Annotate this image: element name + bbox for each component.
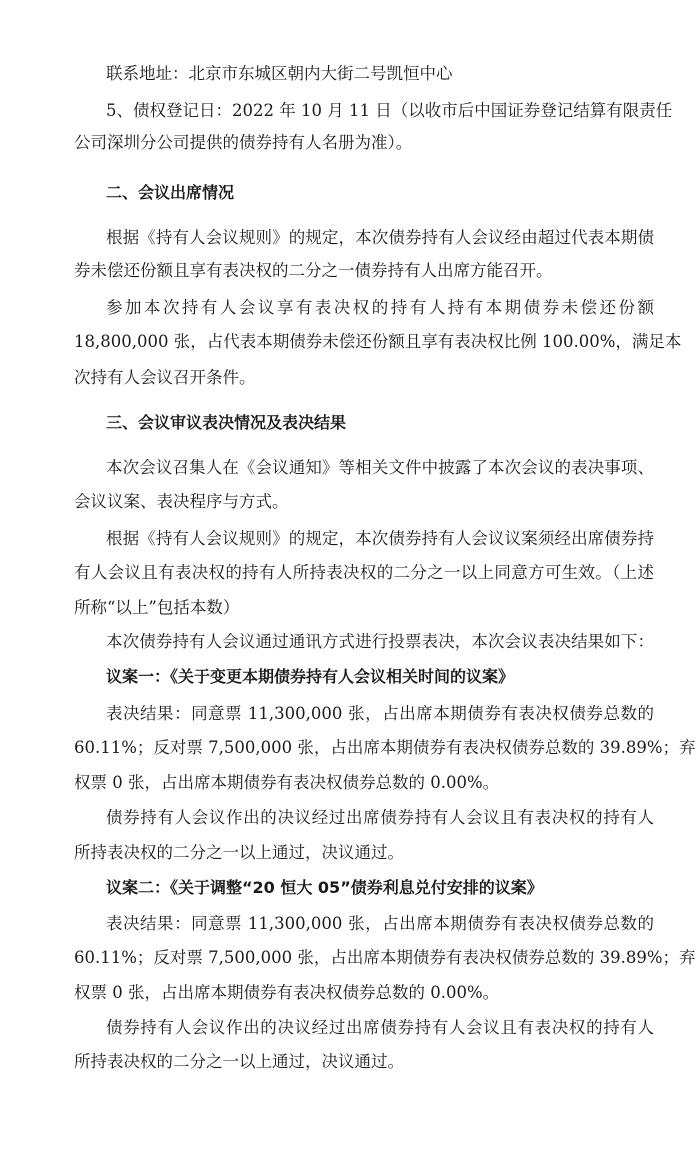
motion-one-result-line: 60.11%；反对票 7,500,000 张，占出席本期债券有表决权债券总数的 39.89%；弃 — [74, 738, 696, 757]
motion-two-resolution-line: 所持表决权的二分之一以上通过，决议通过。 — [74, 1052, 404, 1071]
paragraph-line: 根据《持有人会议规则》的规定，本次债券持有人会议议案须经出席债券持 — [106, 529, 654, 548]
paragraph-line: 参加本次持有人会议享有表决权的持有人持有本期债券未偿还份额 — [106, 298, 654, 317]
motion-one-title: 议案一：《关于变更本期债券持有人会议相关时间的议案》 — [106, 667, 515, 686]
paragraph-line: 有人会议且有表决权的持有人所持表决权的二分之一以上同意方可生效。（上述 — [74, 563, 654, 582]
paragraph-line: 券未偿还份额且享有表决权的二分之一债券持有人出席方能召开。 — [74, 261, 553, 280]
registration-date-line-1: 5、债权登记日：2022 年 10 月 11 日（以收市后中国证券登记结算有限责任 — [106, 101, 673, 120]
motion-two-result-line: 60.11%；反对票 7,500,000 张，占出席本期债券有表决权债券总数的 39.89%；弃 — [74, 948, 696, 967]
paragraph-line: 次持有人会议召开条件。 — [74, 368, 256, 387]
motion-two-result-line: 权票 0 张，占出席本期债券有表决权债券总数的 0.00%。 — [74, 983, 500, 1002]
motion-one-result-line: 表决结果：同意票 11,300,000 张，占出席本期债券有表决权债券总数的 — [106, 704, 654, 723]
paragraph-line: 18,800,000 张，占代表本期债券未偿还份额且享有表决权比例 100.00%，满足本 — [74, 332, 682, 351]
registration-date-line-2: 公司深圳分公司提供的债券持有人名册为准）。 — [74, 133, 413, 152]
motion-two-resolution-line: 债券持有人会议作出的决议经过出席债券持有人会议且有表决权的持有人 — [106, 1018, 654, 1037]
paragraph-line: 所称“以上”包括本数） — [74, 598, 240, 617]
paragraph-line: 本次债券持有人会议通过通讯方式进行投票表决，本次会议表决结果如下： — [106, 632, 654, 651]
motion-two-result-line: 表决结果：同意票 11,300,000 张，占出席本期债券有表决权债券总数的 — [106, 914, 654, 933]
contact-address: 联系地址：北京市东城区朝内大街二号凯恒中心 — [106, 64, 453, 83]
section-heading-attendance: 二、会议出席情况 — [106, 183, 235, 202]
paragraph-line: 本次会议召集人在《会议通知》等相关文件中披露了本次会议的表决事项、 — [106, 458, 654, 477]
motion-two-title: 议案二：《关于调整“20 恒大 05”债券利息兑付安排的议案》 — [106, 878, 543, 897]
paragraph-line: 会议议案、表决程序与方式。 — [74, 492, 289, 511]
motion-one-resolution-line: 债券持有人会议作出的决议经过出席债券持有人会议且有表决权的持有人 — [106, 808, 654, 827]
motion-one-result-line: 权票 0 张，占出席本期债券有表决权债券总数的 0.00%。 — [74, 773, 500, 792]
motion-one-resolution-line: 所持表决权的二分之一以上通过，决议通过。 — [74, 843, 404, 862]
paragraph-line: 根据《持有人会议规则》的规定，本次债券持有人会议经由超过代表本期债 — [106, 228, 654, 247]
section-heading-voting: 三、会议审议表决情况及表决结果 — [106, 413, 347, 432]
